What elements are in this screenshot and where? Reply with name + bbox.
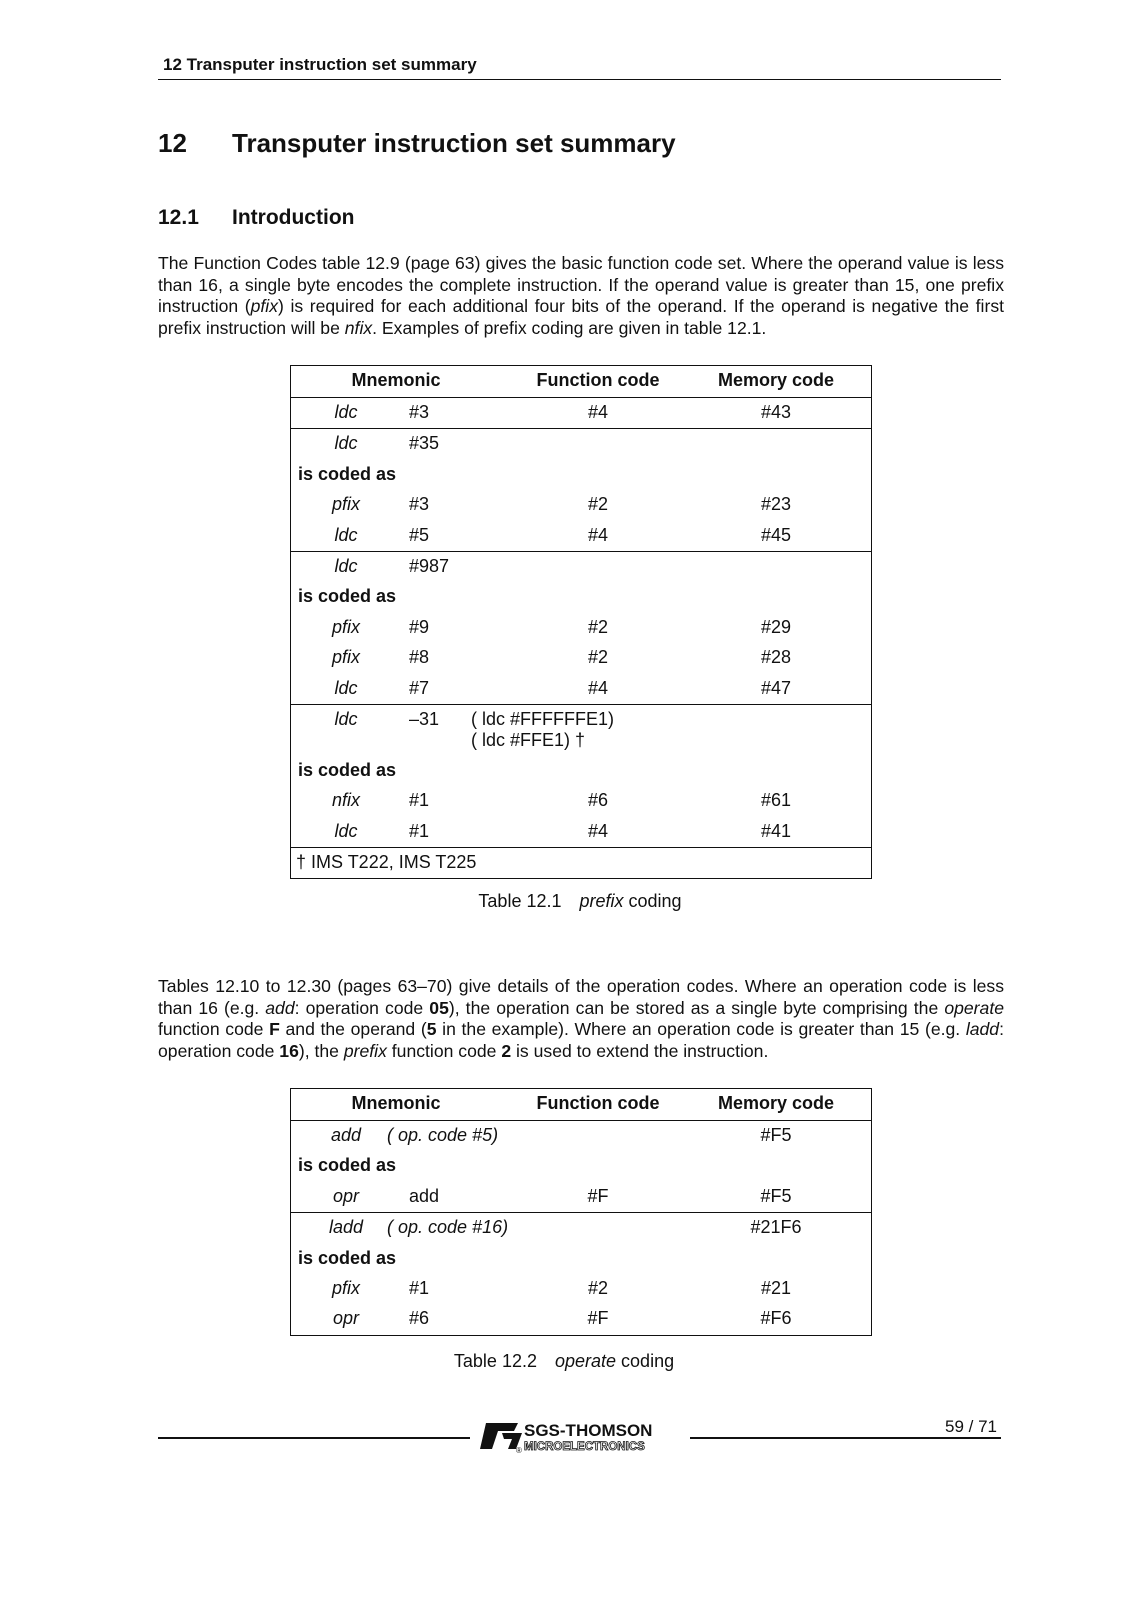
caption-rest: coding — [616, 1351, 675, 1371]
text: 16 — [279, 1040, 299, 1061]
table-row — [291, 704, 871, 756]
text: function code — [158, 1019, 270, 1039]
table-row — [291, 551, 871, 582]
text: The Function Codes table 12.9 (page 63) gives the basic function code set. Where the operand value is less than 16, a single byte encodes the complete instruction. If the operand value is greater than 15, one prefix instruction ( — [158, 253, 1004, 316]
table-caption — [0, 1351, 1139, 1372]
function-code: #6 — [587, 790, 609, 811]
intro-paragraph — [158, 253, 1004, 339]
table-header-row — [291, 366, 871, 398]
mnemonic: nfix — [331, 790, 360, 811]
svg-text:®: ® — [516, 1446, 522, 1455]
alt-encoding: ( ldc #FFE1) † — [471, 729, 586, 750]
caption-title: operate — [554, 1351, 617, 1371]
chapter-number: 12 — [158, 128, 187, 158]
mnemonic: ldc — [334, 677, 358, 698]
header-rule — [158, 79, 1001, 80]
table-row — [291, 817, 871, 847]
text: operate — [944, 997, 1004, 1018]
function-code: #2 — [587, 616, 609, 637]
coded-as-label: is coded as — [298, 463, 397, 484]
memory-code: #F5 — [760, 1125, 792, 1145]
operate-paragraph — [158, 976, 1004, 1062]
op-code-note: ( op. code #16) — [387, 1217, 509, 1238]
table-row — [291, 756, 871, 786]
section-title-text: Introduction — [232, 206, 355, 229]
function-code: #4 — [587, 524, 609, 545]
text: Tables 12.10 to 12.30 (pages 63–70) give details of the operation codes. Where an operation code is less than 16 (e.g. — [158, 976, 1004, 1018]
operand: #5 — [409, 524, 430, 545]
table-footnote: † IMS T222, IMS T225 — [296, 852, 477, 873]
footer-rule-left — [158, 1437, 470, 1439]
sgs-thomson-logo — [478, 1419, 683, 1460]
text: F — [269, 1019, 280, 1039]
table-row — [291, 1304, 871, 1334]
memory-code: #28 — [760, 647, 792, 668]
prefix-coding-table — [290, 365, 872, 879]
table-row — [291, 643, 871, 673]
mnemonic: ldc — [334, 708, 358, 729]
memory-code: #47 — [760, 677, 792, 698]
operand: #1 — [409, 820, 430, 841]
table-row — [291, 1121, 871, 1151]
mnemonic: opr — [332, 1308, 359, 1329]
text: in the example). Where an operation code is greater than 15 (e.g. — [436, 1019, 966, 1039]
table-row — [291, 613, 871, 643]
mnemonic: ladd — [328, 1217, 364, 1238]
text: 2 — [501, 1040, 512, 1061]
operand: #3 — [409, 494, 430, 515]
mnemonic: add — [330, 1125, 362, 1145]
memory-code: #43 — [760, 402, 792, 422]
header-memory-code: Memory code — [717, 1093, 835, 1113]
text: . Examples of prefix coding are given in table 12.1. — [372, 317, 767, 338]
svg-text:MICROELECTRONICS: MICROELECTRONICS — [524, 1441, 645, 1453]
text: 5 — [426, 1019, 437, 1039]
function-code: #4 — [587, 677, 609, 698]
memory-code: #F5 — [760, 1185, 792, 1206]
footer-rule-right — [690, 1437, 1001, 1439]
table-row — [291, 1182, 871, 1212]
text: nfix — [344, 317, 373, 338]
operand: #35 — [409, 433, 440, 454]
section-number: 12.1 — [158, 206, 199, 229]
table-row — [291, 428, 871, 459]
text: prefix — [343, 1040, 387, 1061]
operate-coding-table — [290, 1088, 872, 1336]
memory-code: #21 — [760, 1277, 792, 1298]
text: : operation code — [294, 997, 430, 1018]
function-code: #2 — [587, 647, 609, 668]
header-mnemonic: Mnemonic — [351, 370, 441, 390]
header-mnemonic: Mnemonic — [351, 1093, 441, 1113]
mnemonic: ldc — [334, 402, 358, 422]
mnemonic: ldc — [334, 820, 358, 841]
coded-as-label: is coded as — [298, 1247, 397, 1268]
function-code: #F — [587, 1308, 609, 1329]
caption-label: Table 12.2 — [453, 1351, 537, 1371]
table-row — [291, 1212, 871, 1243]
memory-code: #61 — [760, 790, 792, 811]
mnemonic: pfix — [331, 1277, 360, 1298]
text: ladd — [965, 1019, 1000, 1039]
function-code: #4 — [587, 402, 609, 422]
mnemonic: pfix — [331, 616, 360, 637]
function-code: #4 — [587, 820, 609, 841]
operand: add — [409, 1185, 440, 1206]
table-row — [291, 786, 871, 816]
memory-code: #23 — [760, 494, 792, 515]
operand: #9 — [409, 616, 430, 637]
operand: #7 — [409, 677, 430, 698]
text: and the operand ( — [279, 1019, 427, 1039]
header-function-code: Function code — [536, 370, 660, 390]
text: ), the operation can be stored as a single byte comprising the — [448, 997, 945, 1018]
table-header-row — [291, 1089, 871, 1121]
mnemonic: pfix — [331, 494, 360, 515]
chapter-title-text: Transputer instruction set summary — [232, 128, 676, 158]
table-row — [291, 490, 871, 520]
table-row — [291, 847, 871, 878]
caption-rest: coding — [623, 891, 682, 911]
function-code: #2 — [587, 494, 609, 515]
function-code: #F — [587, 1185, 609, 1206]
operand: #3 — [409, 402, 430, 422]
table-row — [291, 521, 871, 551]
table-row — [291, 1274, 871, 1304]
text: is used to extend the instruction. — [511, 1040, 769, 1061]
header-memory-code: Memory code — [717, 370, 835, 390]
table-row — [291, 674, 871, 704]
coded-as-label: is coded as — [298, 759, 397, 780]
memory-code: #45 — [760, 524, 792, 545]
mnemonic: ldc — [334, 433, 358, 454]
alt-encoding: ( ldc #FFFFFFE1) — [471, 708, 614, 729]
table-row — [291, 582, 871, 612]
coded-as-label: is coded as — [298, 586, 397, 607]
operand: –31 — [409, 708, 440, 729]
operand: #1 — [409, 1277, 430, 1298]
table-caption — [0, 891, 1139, 912]
table-row — [291, 460, 871, 490]
memory-code: #F6 — [760, 1308, 792, 1329]
op-code-note: ( op. code #5) — [387, 1125, 499, 1145]
caption-label: Table 12.1 — [478, 891, 562, 911]
mnemonic: pfix — [331, 647, 360, 668]
mnemonic: opr — [332, 1185, 359, 1206]
svg-text:SGS-THOMSON: SGS-THOMSON — [524, 1421, 653, 1440]
text: function code — [386, 1040, 502, 1061]
coded-as-label: is coded as — [298, 1155, 397, 1176]
text: ) is required for each additional four bits of the operand. If the operand is negative the first prefix instruction will be — [158, 296, 1004, 338]
text: pfix — [250, 296, 279, 316]
page-number: 59 / 71 — [945, 1417, 997, 1436]
text: : operation code — [158, 1019, 1004, 1061]
header-function-code: Function code — [536, 1093, 660, 1113]
memory-code: #29 — [760, 616, 792, 637]
table-row — [291, 1244, 871, 1274]
text: add — [265, 997, 295, 1018]
operand: #8 — [409, 647, 430, 668]
mnemonic: ldc — [334, 524, 358, 545]
text: 05 — [429, 997, 449, 1018]
table-row — [291, 1151, 871, 1181]
operand: #1 — [409, 790, 430, 811]
mnemonic: ldc — [334, 555, 358, 576]
running-header: 12 Transputer instruction set summary — [163, 55, 477, 74]
function-code: #2 — [587, 1277, 609, 1298]
table-row — [291, 398, 871, 428]
operand: #6 — [409, 1308, 430, 1329]
memory-code: #21F6 — [750, 1217, 802, 1238]
caption-title: prefix — [579, 891, 624, 911]
memory-code: #41 — [760, 820, 792, 841]
text: ), the — [298, 1040, 344, 1061]
operand: #987 — [409, 555, 450, 576]
